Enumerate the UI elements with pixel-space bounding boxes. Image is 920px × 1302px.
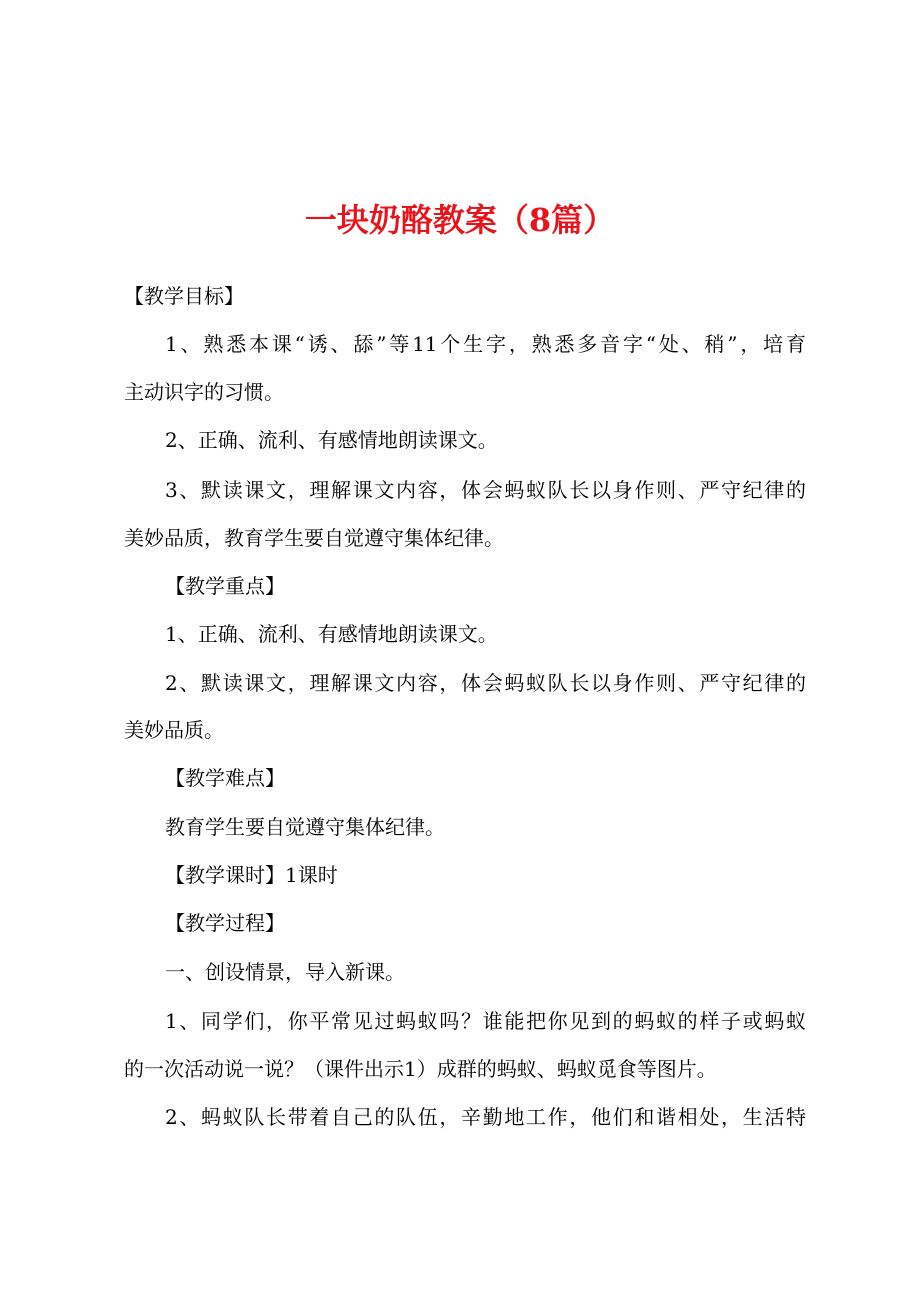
heading-teaching-goals: 【教学目标】 xyxy=(124,284,244,308)
paragraph-line: 的一次活动说一说？（课件出示1）成群的蚂蚁、蚂蚁觅食等图片。 xyxy=(124,1057,717,1081)
paragraph-line: 教育学生要自觉遵守集体纪律。 xyxy=(165,815,445,839)
heading-class-hours: 【教学课时】1课时 xyxy=(165,863,338,887)
heading-teaching-difficulty: 【教学难点】 xyxy=(165,766,285,790)
paragraph-line: 1、正确、流利、有感情地朗读课文。 xyxy=(165,622,498,646)
paragraph-line: 1、同学们，你平常见过蚂蚁吗？谁能把你见到的蚂蚁的样子或蚂蚁 xyxy=(165,1009,806,1033)
paragraph-line: 主动识字的习惯。 xyxy=(124,380,284,404)
paragraph-line: 一、创设情景，导入新课。 xyxy=(165,960,405,984)
heading-teaching-focus: 【教学重点】 xyxy=(165,574,285,598)
paragraph-line: 美妙品质。 xyxy=(124,718,224,742)
document-title: 一块奶酪教案（8篇） xyxy=(304,201,616,239)
paragraph-line: 美妙品质，教育学生要自觉遵守集体纪律。 xyxy=(124,526,504,550)
paragraph-line: 2、蚂蚁队长带着自己的队伍，辛勤地工作，他们和谐相处，生活特 xyxy=(165,1105,806,1129)
paragraph-line: 2、正确、流利、有感情地朗读课文。 xyxy=(165,428,498,452)
paragraph-line: 1、熟悉本课“诱、舔”等11个生字，熟悉多音字“处、稍”，培育 xyxy=(165,332,806,356)
heading-teaching-process: 【教学过程】 xyxy=(165,911,285,935)
paragraph-line: 3、默读课文，理解课文内容，体会蚂蚁队长以身作则、严守纪律的 xyxy=(165,478,806,502)
paragraph-line: 2、默读课文，理解课文内容，体会蚂蚁队长以身作则、严守纪律的 xyxy=(165,671,806,695)
